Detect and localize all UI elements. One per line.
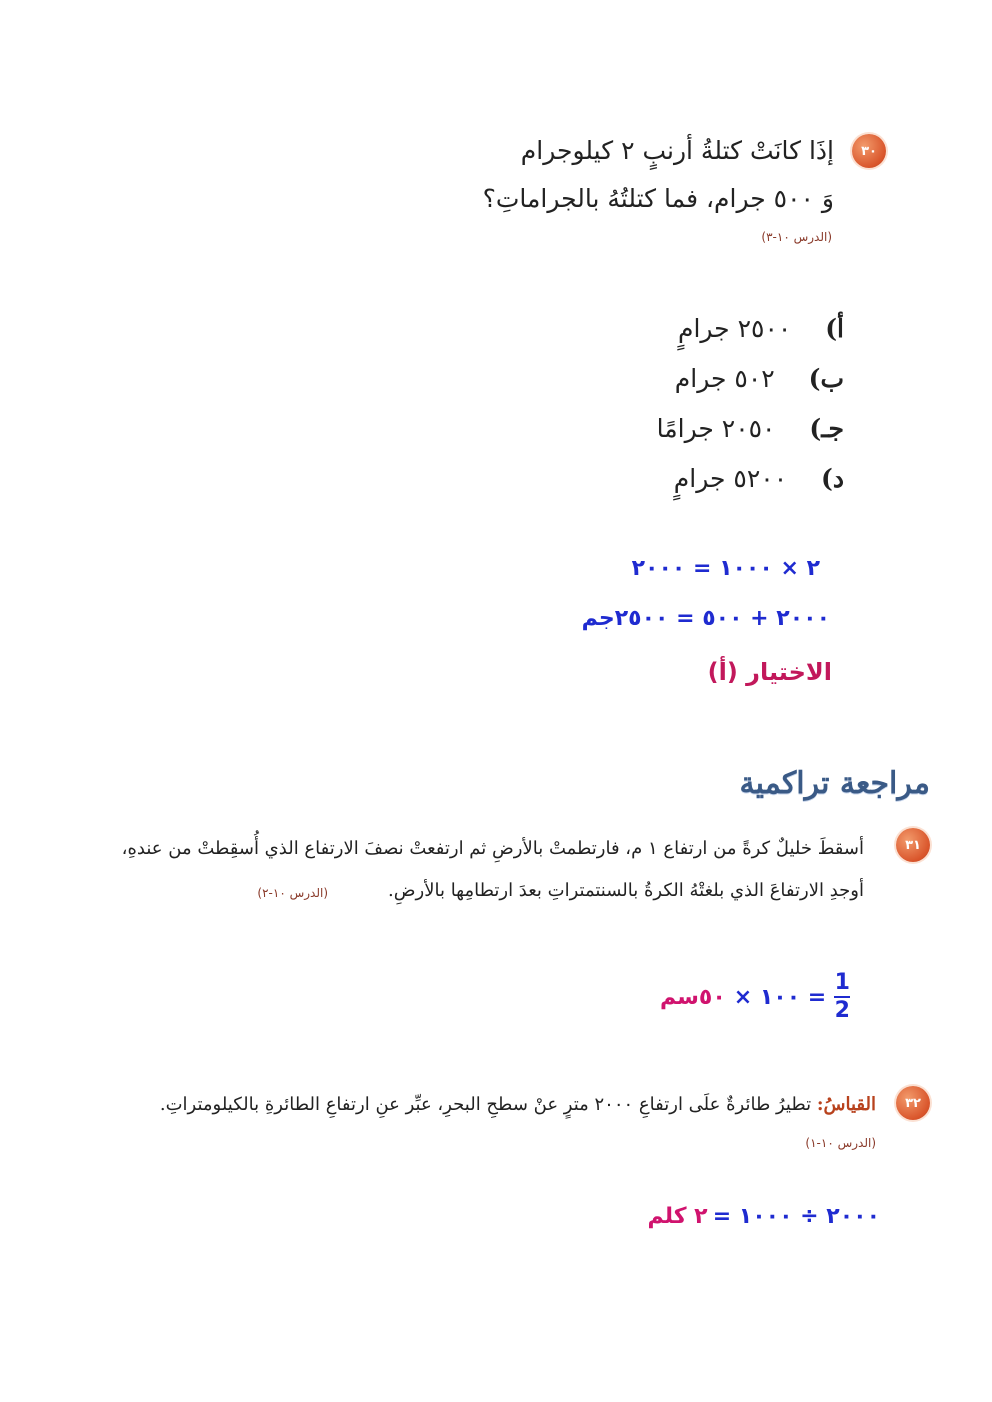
question-31-work <box>660 972 850 1022</box>
question-31-work-rest: × ١٠٠ = <box>733 984 827 1010</box>
question-31-result: ٥٠سم <box>660 984 726 1010</box>
answer-choice: الاختيار (أ) <box>707 658 832 686</box>
work-line-1: ٢ × ١٠٠٠ = ٢٠٠٠ <box>631 556 820 581</box>
work-line-2-main: ٢٠٠٠ + ٥٠٠ = ٢٥٠٠ <box>614 606 830 631</box>
fraction-half <box>834 972 850 1022</box>
option-text: ٢٠٥٠ جرامًا <box>656 414 776 443</box>
question-30-badge: ٣٠ <box>852 134 886 168</box>
fraction-denominator: 2 <box>834 998 850 1023</box>
question-30-line1: إذَا كانَتْ كتلةُ أرنبٍ ٢ كيلوجرام <box>520 136 834 165</box>
question-30-lesson-ref: (الدرس ١٠-٣) <box>761 230 832 244</box>
option-text: ٥٠٢ جرام <box>674 364 775 393</box>
option-text: ٢٥٠٠ جرامٍ <box>677 314 792 343</box>
question-31-lesson-ref: (الدرس ١٠-٢) <box>257 886 328 900</box>
question-32-text <box>76 1094 876 1117</box>
work-line-2 <box>582 606 830 631</box>
question-31-badge: ٣١ <box>896 828 930 862</box>
question-32-result: ٢ كلم <box>647 1204 708 1229</box>
work-line-2-unit: جم <box>581 606 615 631</box>
question-32-work <box>647 1204 880 1229</box>
option-letter: أ) <box>825 314 844 343</box>
option-c[interactable] <box>657 414 844 443</box>
question-32-badge: ٣٢ <box>896 1086 930 1120</box>
option-text: ٥٢٠٠ جرامٍ <box>673 464 788 493</box>
option-d[interactable] <box>674 464 844 493</box>
option-letter: جـ) <box>809 414 844 443</box>
option-b[interactable] <box>675 364 844 393</box>
question-32-line1: تطيرُ طائرةٌ علَى ارتفاعِ ٢٠٠٠ مترٍ عنْ سطحِ البحرِ، عبِّر عنِ ارتفاعِ الطائرةِ بالكيلومتراتِ. <box>159 1094 812 1115</box>
option-letter: د) <box>821 464 844 493</box>
question-32-label: القياسُ: <box>816 1094 876 1115</box>
question-30-line2: وَ ٥٠٠ جرام، فما كتلتُهُ بالجراماتِ؟ <box>482 184 834 213</box>
fraction-numerator: 1 <box>834 970 850 995</box>
question-31-line2: أوجدِ الارتفاعَ الذي بلغتْهُ الكرةُ بالسنتمتراتِ بعدَ ارتطامِها بالأرضِ. <box>388 880 864 901</box>
section-title: مراجعة تراكمية <box>739 766 930 801</box>
question-32-lesson-ref: (الدرس ١٠-١) <box>805 1136 876 1150</box>
option-letter: ب) <box>808 364 844 393</box>
question-32-work-main: ٢٠٠٠ ÷ ١٠٠٠ = <box>712 1204 880 1229</box>
question-31-line1: أسقطَ خليلٌ كرةً من ارتفاع ١ م، فارتطمتْ بالأرضِ ثم ارتفعتْ نصفَ الارتفاع الذي أُسقِطتْ من عندهِ، <box>121 838 864 859</box>
option-a[interactable] <box>678 314 844 343</box>
